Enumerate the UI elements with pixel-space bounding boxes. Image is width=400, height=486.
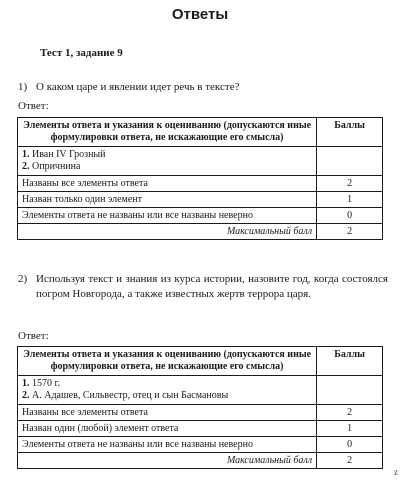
criterion-score: 2: [317, 176, 383, 192]
answer-items-score: [317, 147, 383, 176]
question-2-number: 2): [18, 273, 28, 285]
page-title: Ответы: [171, 6, 229, 23]
answer-item: 2. Опричнина: [22, 161, 81, 172]
table-row: [18, 176, 383, 192]
question-2: [18, 272, 388, 318]
max-score-label: Максимальный балл: [18, 453, 317, 469]
table-row: [18, 421, 383, 437]
criterion-label: Названы все элементы ответа: [18, 405, 317, 421]
answer-items: [18, 376, 317, 405]
header-score: Баллы: [317, 347, 383, 376]
question-1-number: 1): [18, 81, 28, 93]
answer-item: 1. Иван IV Грозный: [22, 149, 106, 160]
answer-items-row: [18, 147, 383, 176]
criterion-label: Элементы ответа не названы или все названы неверно: [18, 437, 317, 453]
answer-item: 2. А. Адашев, Сильвестр, отец и сын Басмановы: [22, 390, 229, 401]
criterion-label: Назван один (любой) элемент ответа: [18, 421, 317, 437]
header-elements: Элементы ответа и указания к оцениванию (допускаются иные формулировки ответа, не искажающие его смысла): [18, 118, 317, 147]
grading-table-2: [17, 346, 383, 469]
grading-table-1: [17, 117, 383, 240]
table-row: [18, 208, 383, 224]
criterion-label: Назван только один элемент: [18, 192, 317, 208]
answer-label-1: Ответ:: [18, 100, 49, 112]
answer-items-row: [18, 376, 383, 405]
criterion-score: 2: [317, 405, 383, 421]
criterion-score: 0: [317, 437, 383, 453]
table-header-row: [18, 347, 383, 376]
test-heading: Тест 1, задание 9: [40, 47, 123, 59]
question-1-text: О каком царе и явлении идет речь в тексте?: [36, 81, 240, 93]
table-row: [18, 192, 383, 208]
table-header-row: [18, 118, 383, 147]
criterion-score: 1: [317, 421, 383, 437]
table-row: [18, 405, 383, 421]
answer-label-2: Ответ:: [18, 330, 49, 342]
max-score-row: [18, 453, 383, 469]
criterion-label: Элементы ответа не названы или все названы неверно: [18, 208, 317, 224]
header-elements: Элементы ответа и указания к оцениванию (допускаются иные формулировки ответа, не искажающие его смысла): [18, 347, 317, 376]
max-score-row: [18, 224, 383, 240]
answer-items: [18, 147, 317, 176]
header-score: Баллы: [317, 118, 383, 147]
max-score-label: Максимальный балл: [18, 224, 317, 240]
criterion-score: 1: [317, 192, 383, 208]
answer-items-score: [317, 376, 383, 405]
table-row: [18, 437, 383, 453]
question-2-text: Используя текст и знания из курса истории, назовите год, когда состоялся погром Новгорода, а также известных жертв террора царя.: [36, 273, 388, 300]
question-1: [18, 80, 388, 96]
max-score-value: 2: [317, 224, 383, 240]
criterion-score: 0: [317, 208, 383, 224]
max-score-value: 2: [317, 453, 383, 469]
criterion-label: Названы все элементы ответа: [18, 176, 317, 192]
answer-item: 1. 1570 г.: [22, 378, 60, 389]
corner-mark: z: [394, 467, 398, 477]
